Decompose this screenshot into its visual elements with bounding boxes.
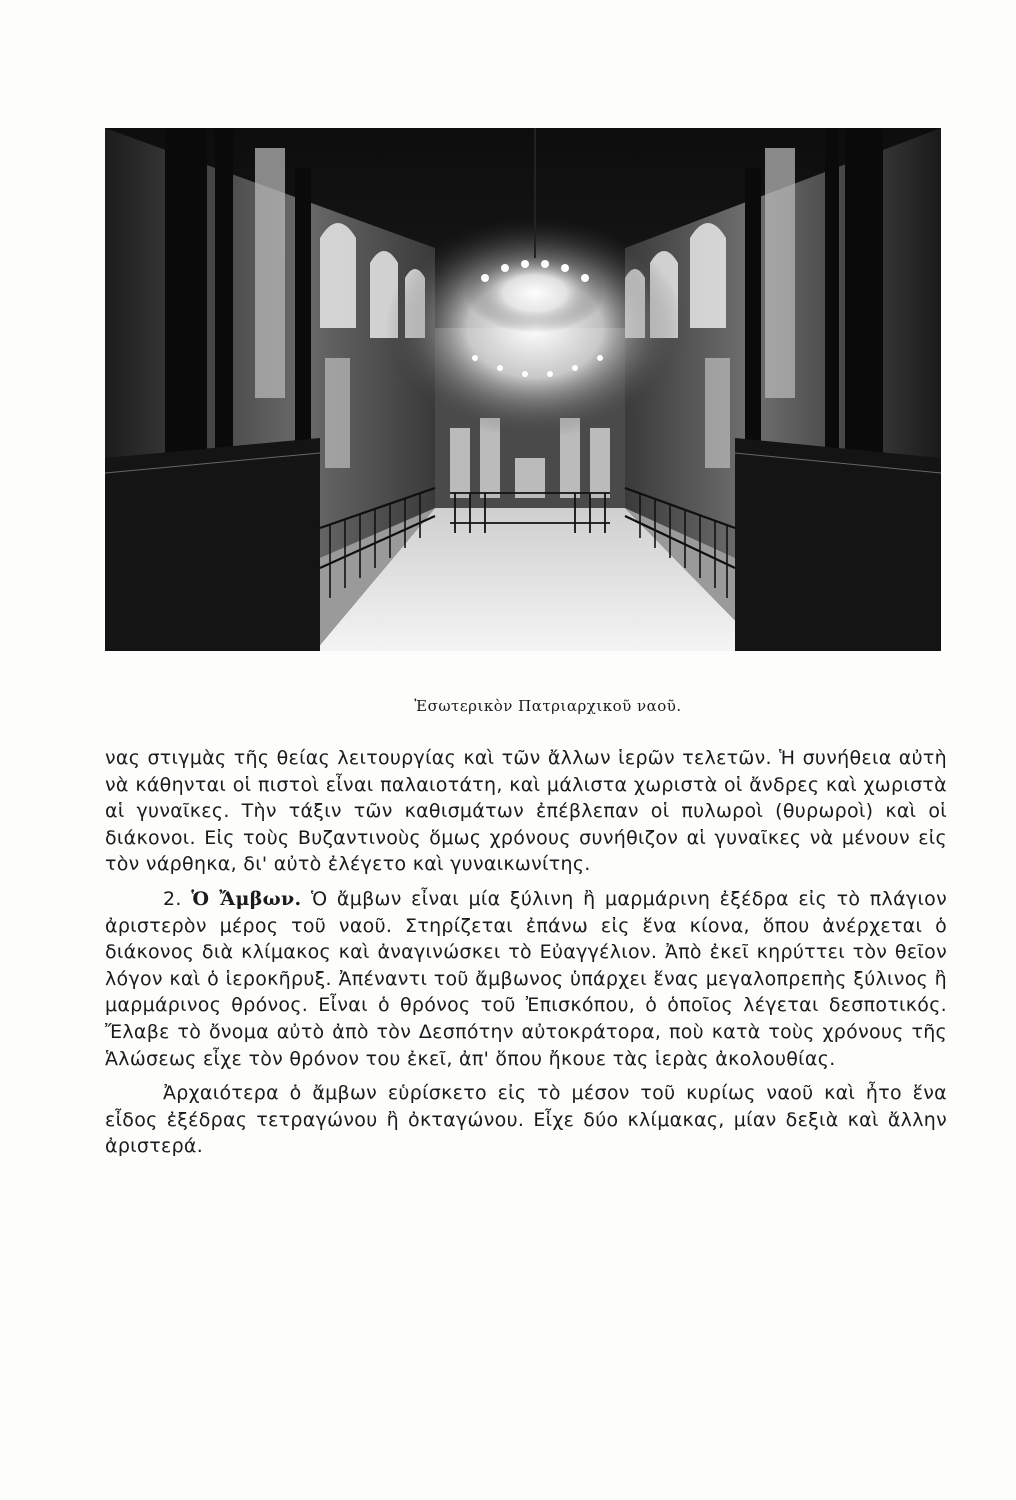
body-text [105,745,947,1160]
church-interior-photo [105,128,941,651]
paragraph-3: Ἀρχαιότερα ὁ ἄμβων εὑρίσκετο εἰς τὸ μέσον τοῦ κυρίως ναοῦ καὶ ἦτο ἕνα εἶδος ἐξέδρας τετραγώνου ἢ ὀκταγώνου. Εἶχε δύο κλίμακας, μίαν δεξιὰ καὶ ἄλλην ἀριστερά. [105,1082,947,1158]
section-heading: Ὁ Ἄμβων. [191,887,302,910]
paragraph-2 [105,886,947,1072]
photo-caption: Ἐσωτερικὸν Πατριαρχικοῦ ναοῦ. [414,697,682,715]
photo-illustration [105,128,941,651]
paragraph-2-text: Ὁ ἄμβων εἶναι μία ξύλινη ἢ μαρμάρινη ἐξέδρα εἰς τὸ πλάγιον ἀριστερὸν μέρος τοῦ ναοῦ. Στηρίζεται ἐπάνω εἰς ἕνα κίονα, ὅπου ἀνέρχεται ὁ διάκονος διὰ κλίμακος καὶ ἀναγινώσκει τὸ Εὐαγγέλιον. Ἀπὸ ἐκεῖ κηρύττει τὸν θεῖον λόγον καὶ ὁ ἱεροκῆρυξ. Ἀπέναντι τοῦ ἄμβωνος ὑπάρχει ἕνας μεγαλοπρεπὴς ξύλινος ἢ μαρμάρινος θρόνος. Εἶναι ὁ θρόνος τοῦ Ἐπισκόπου, ὁ ὁποῖος λέγεται δεσποτικός. Ἔλαβε τὸ ὄνομα αὐτὸ ἀπὸ τὸν Δεσπότην αὐτοκράτορα, ποὺ κατὰ τοὺς χρόνους τῆς Ἁλώσεως εἶχε τὸν θρόνον του ἐκεῖ, ἀπ' ὅπου ἤκουε τὰς ἱερὰς ἀκολουθίας. [105,887,948,1070]
paragraph-1: νας στιγμὰς τῆς θείας λειτουργίας καὶ τῶν ἄλλων ἱερῶν τελετῶν. Ἡ συνήθεια αὐτὴ νὰ κάθηνται οἱ πιστοὶ εἶναι παλαιοτάτη, καὶ μάλιστα χωριστὰ οἱ ἄνδρες καὶ χωριστὰ αἱ γυναῖκες. Τὴν τάξιν τῶν καθισμάτων ἐπέβλεπαν οἱ πυλωροὶ (θυρωροὶ) καὶ οἱ διάκονοι. Εἰς τοὺς Βυζαντινοὺς ὅμως χρόνους συνήθιζον αἱ γυναῖκες νὰ μένουν εἰς τὸν νάρθηκα, δι' αὐτὸ ἐλέγετο καὶ γυναικωνίτης. [105,747,947,876]
section-number: 2. [163,887,182,910]
